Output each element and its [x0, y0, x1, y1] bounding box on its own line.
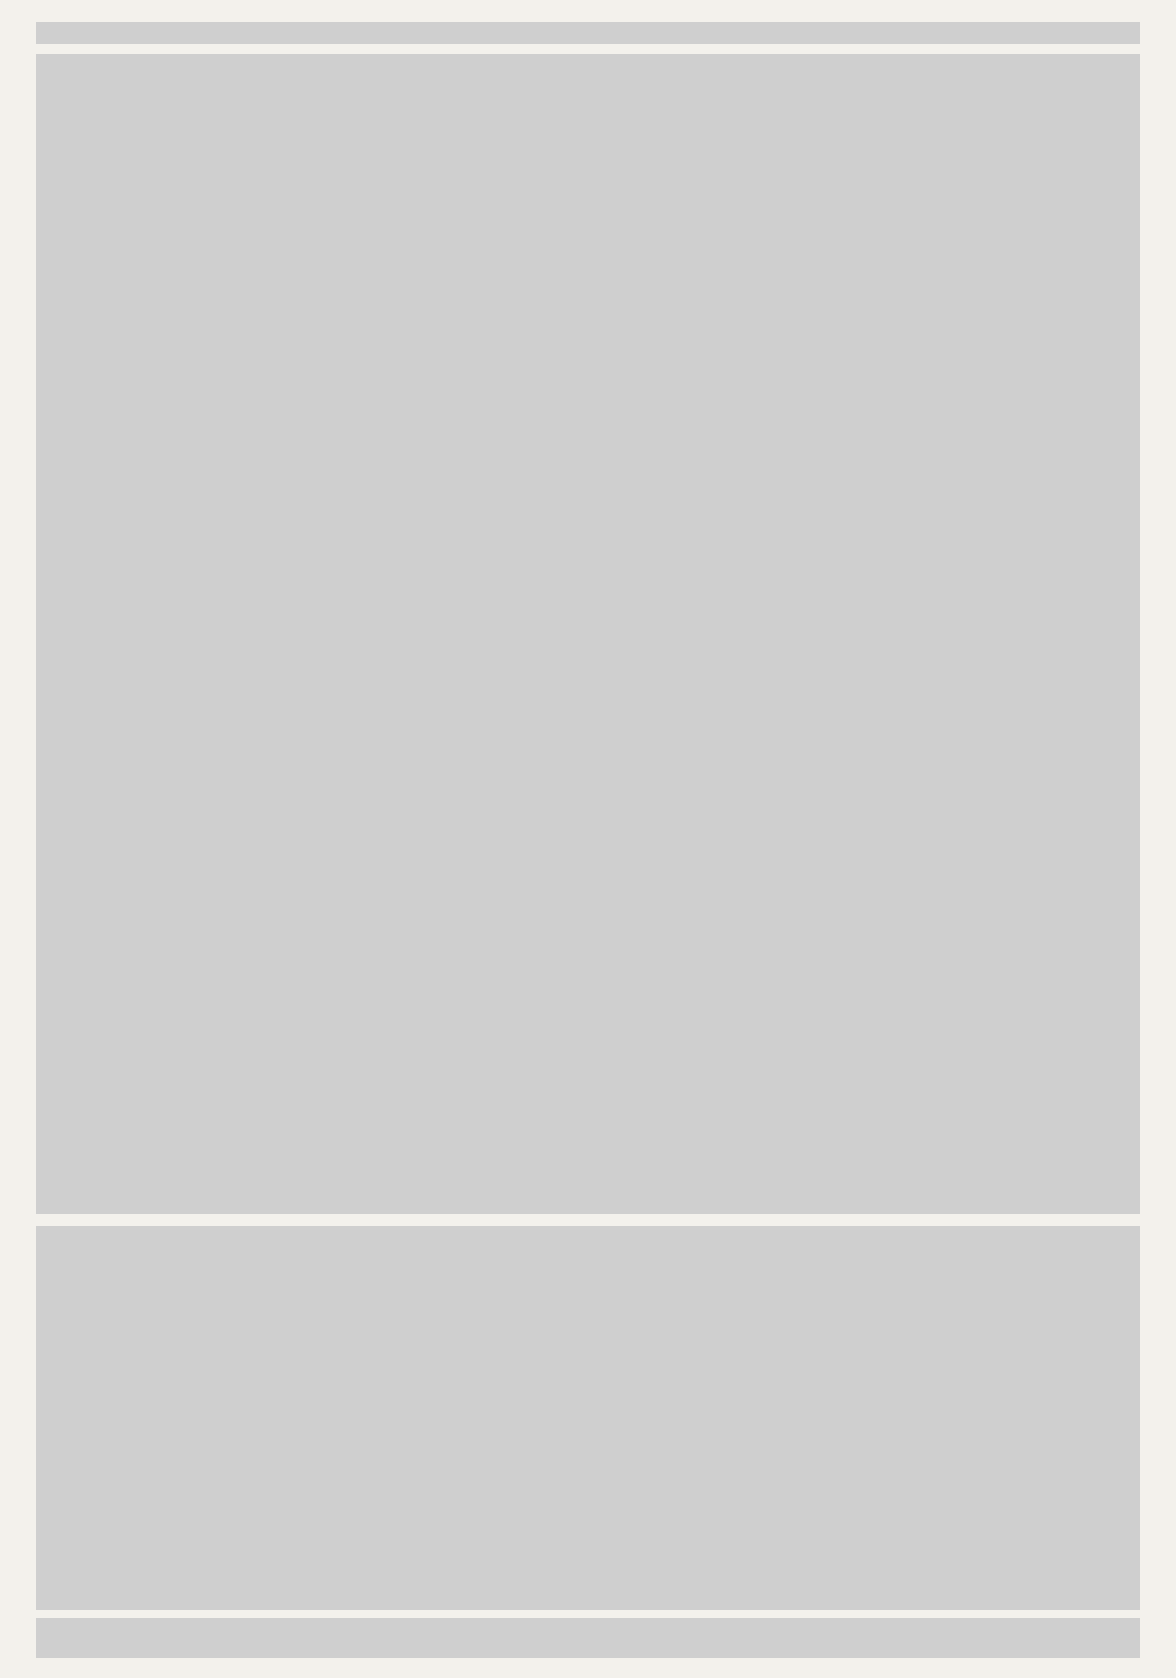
placeholder-footer-strip — [36, 1618, 1140, 1658]
placeholder-header-strip — [36, 22, 1140, 44]
placeholder-ads-region — [36, 1226, 1140, 1610]
placeholder-tv-listings-region — [36, 54, 1140, 1214]
